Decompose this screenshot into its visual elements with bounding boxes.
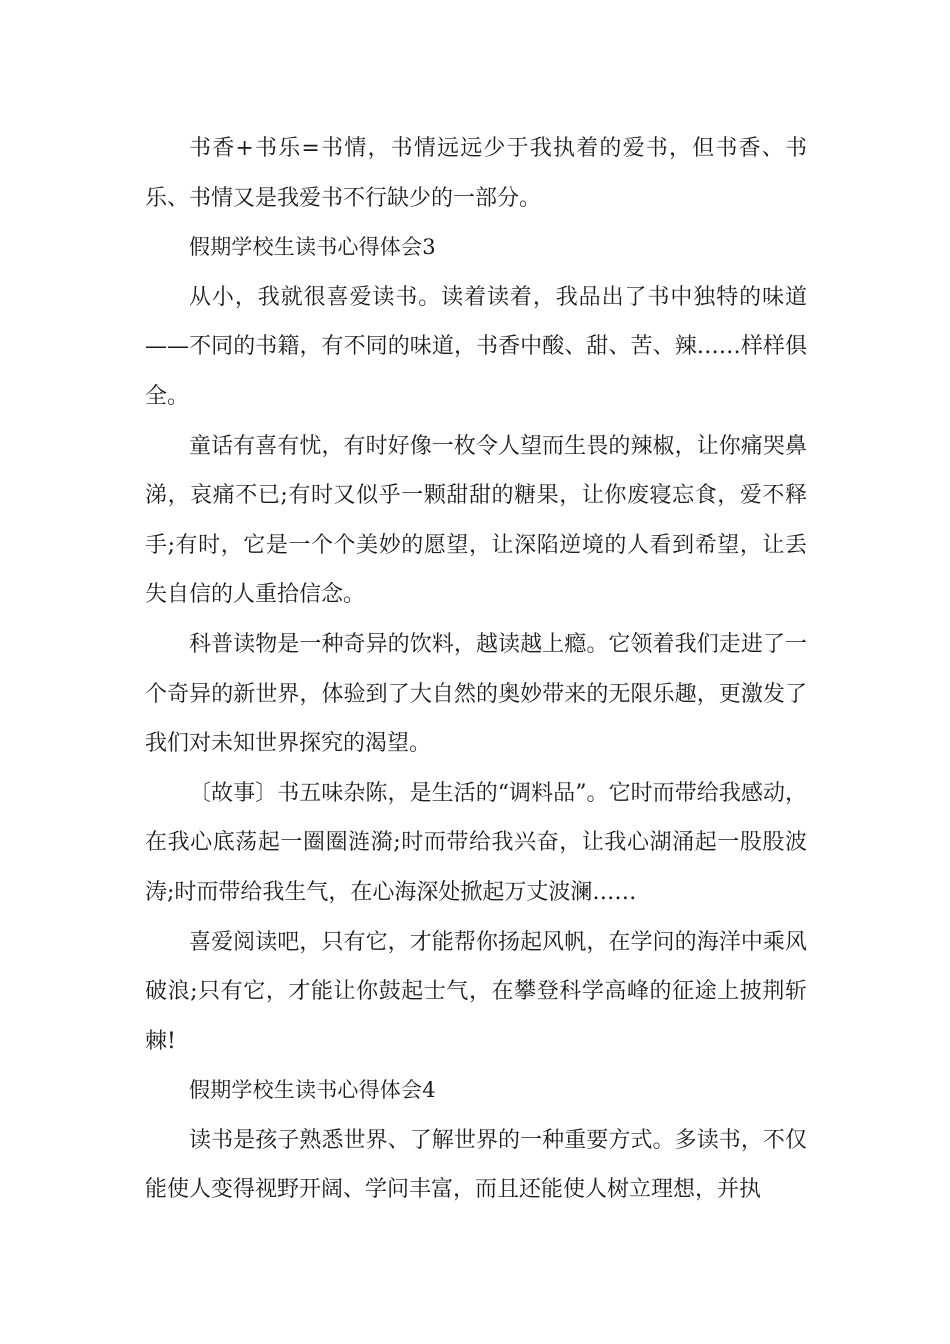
paragraph-story-books: 〔故事〕书五味杂陈，是生活的“调料品”。它时而带给我感动，在我心底荡起一圈圈涟漪;时而带给我兴奋，让我心湖涌起一股股波涛;时而带给我生气，在心海深处掀起万丈波澜……: [145, 780, 807, 905]
section-heading-3: 假期学校生读书心得体会3: [189, 235, 436, 260]
document-body: [145, 124, 807, 1215]
paragraph-childhood-reading: 从小，我就很喜爱读书。读着读着，我品出了书中独特的味道——不同的书籍，有不同的味道，书香中酸、甜、苦、辣……样样俱全。: [145, 284, 807, 409]
paragraph-fairy-tales: 童话有喜有忧，有时好像一枚令人望而生畏的辣椒，让你痛哭鼻涕，哀痛不已;有时又似乎一颗甜甜的糖果，让你废寝忘食，爱不释手;有时，它是一个个美妙的愿望，让深陷逆境的人看到希望，让丢失自信的人重拾信念。: [145, 433, 807, 608]
paragraph-reading-importance: 读书是孩子熟悉世界、了解世界的一种重要方式。多读书，不仅能使人变得视野开阔、学问丰富，而且还能使人树立理想，并执: [145, 1127, 807, 1203]
section-heading-4: 假期学校生读书心得体会4: [189, 1078, 436, 1103]
paragraph-science-books: 科普读物是一种奇异的饮料，越读越上瘾。它领着我们走进了一个奇异的新世界，体验到了大自然的奥妙带来的无限乐趣，更激发了我们对未知世界探究的渴望。: [145, 631, 807, 757]
paragraph-love-reading: 喜爱阅读吧，只有它，才能帮你扬起风帆，在学问的海洋中乘风破浪;只有它，才能让你鼓起士气，在攀登科学高峰的征途上披荆斩棘!: [145, 929, 807, 1054]
paragraph-book-fragrance: 书香+书乐=书情，书情远远少于我执着的爱书，但书香、书乐、书情又是我爱书不行缺少的一部分。: [145, 136, 807, 211]
